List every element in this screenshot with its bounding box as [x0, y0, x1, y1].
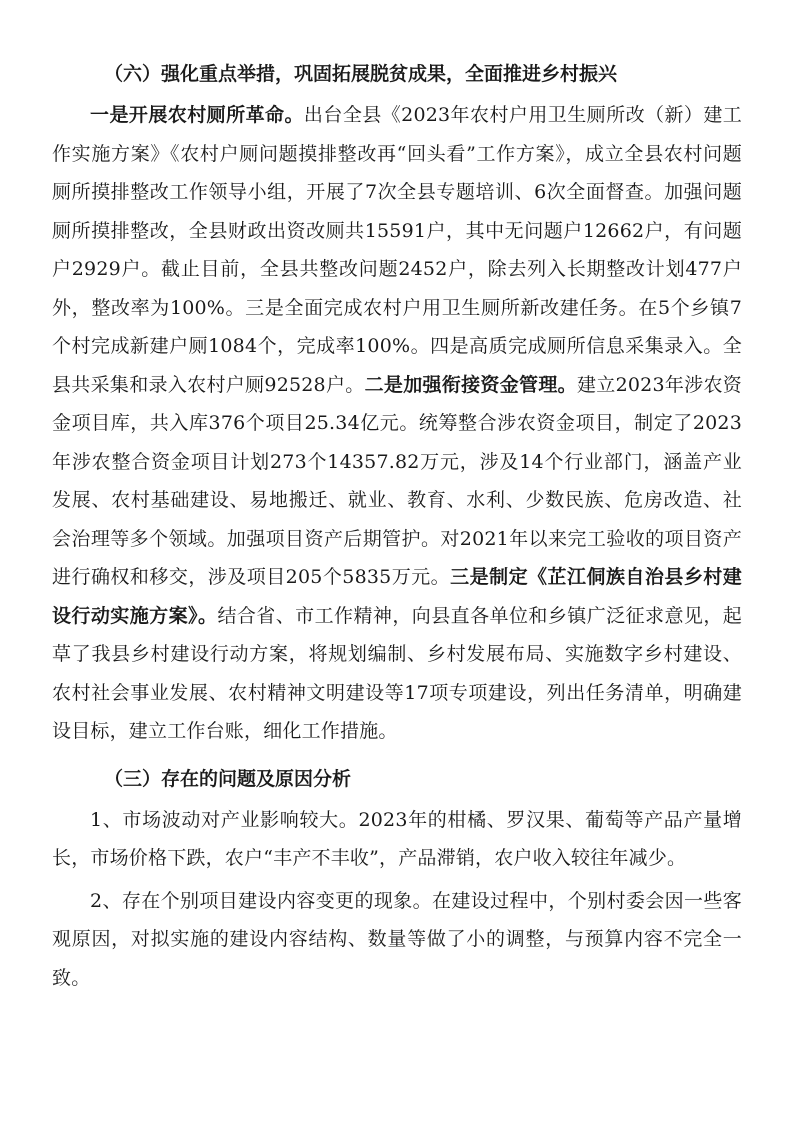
text-rural-construction-plan: 结合省、市工作精神，向县直各单位和乡镇广泛征求意见，起草了我县乡村建设行动方案，将规划编制、乡村发展布局、实施数字乡村建设、农村社会事业发展、农村精神文明建设等17项专项建设，列出任务清单，明确建设目标，建立工作台账，细化工作措施。	[52, 604, 742, 742]
section-six-paragraph	[52, 96, 742, 751]
section-heading-six: （六）强化重点举措，巩固拓展脱贫成果，全面推进乡村振兴	[104, 63, 618, 85]
document-body	[52, 54, 742, 997]
problem-item-market: 1、市场波动对产业影响较大。2023年的柑橘、罗汉果、葡萄等产品产量增长，市场价格下跌，农户“丰产不丰收”，产品滞销，农户收入较往年减少。	[52, 808, 742, 869]
lead-fund-management: 二是加强衔接资金管理。	[364, 373, 577, 396]
lead-rural-construction-plan: 三是制定《芷江侗族自治县乡村建设行动实施方案》。	[52, 566, 742, 627]
problem-item-project-change: 2、存在个别项目建设内容变更的现象。在建设过程中，个别村委会因一些客观原因，对拟实施的建设内容结构、数量等做了小的调整，与预算内容不完全一致。	[52, 889, 742, 989]
text-toilet-revolution: 出台全县《2023年农村户用卫生厕所改（新）建工作实施方案》《农村户厕问题摸排整改再“回头看”工作方案》，成立全县农村问题厕所摸排整改工作领导小组，开展了7次全县专题培训、6次全面督查。加强问题厕所摸排整改，全县财政出资改厕共15591户，其中无问题户12662户，有问题户2929户。截止目前，全县共整改问题2452户，除去列入长期整改计划477户外，整改率为100%。三是全面完成农村户用卫生厕所新改建任务。在5个乡镇7个村完成新建户厕1084个，完成率100%。四是高质完成厕所信息采集录入。全县共采集和录入农村户厕92528户。	[52, 104, 743, 396]
lead-toilet-revolution: 一是开展农村厕所革命。	[90, 104, 304, 126]
section-heading-three: （三）存在的问题及原因分析	[104, 767, 352, 790]
text-fund-management: 建立2023年涉农资金项目库，共入库376个项目25.34亿元。统筹整合涉农资金项目，制定了2023年涉农整合资金项目计划273个14357.82万元，涉及14个行业部门，涵盖产业发展、农村基础建设、易地搬迁、就业、教育、水利、少数民族、危房改造、社会治理等多个领域。加强项目资产后期管护。对2021年以来完工验收的项目资产进行确权和移交，涉及项目205个5835万元。	[52, 373, 742, 588]
